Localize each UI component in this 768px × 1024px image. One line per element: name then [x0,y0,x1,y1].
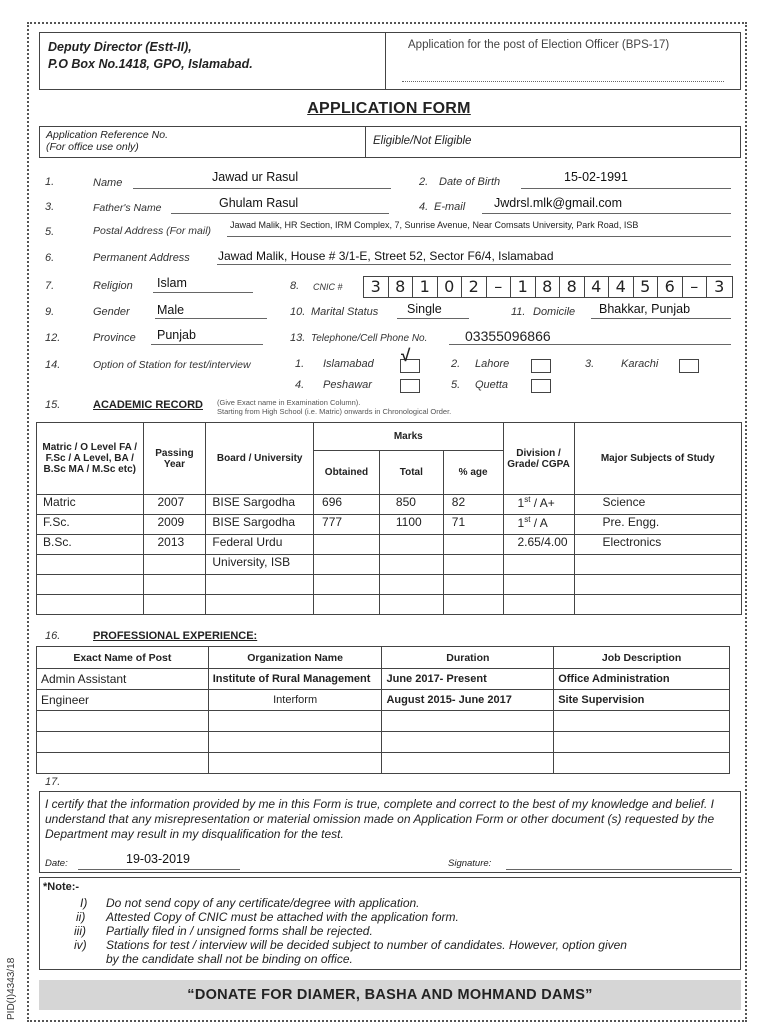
experience-org-cell[interactable]: Interform [208,690,382,711]
dob-field[interactable]: 15-02-1991 [564,170,628,184]
email-label: E-mail [434,201,466,213]
dob-label: Date of Birth [439,176,501,188]
reference-sublabel: (For office use only) [46,141,139,153]
academic-board-cell[interactable]: BISE Sargodha [206,515,314,535]
experience-post-cell[interactable] [37,732,209,753]
table-row [37,753,730,774]
station-karachi-checkbox[interactable] [679,359,699,373]
station-quetta-label: Quetta [475,379,509,391]
station-islamabad-label: Islamabad [323,358,374,370]
note-4-continued: by the candidate shall not be binding on office. [106,952,353,966]
gender-field[interactable]: Male [157,303,185,317]
experience-post-cell[interactable]: Engineer [37,690,209,711]
academic-obtained-cell[interactable] [314,575,380,595]
province-field[interactable]: Punjab [157,328,196,342]
experience-duration-cell[interactable] [382,711,554,732]
reference-box [39,126,741,158]
eligibility-label: Eligible/Not Eligible [373,135,472,147]
academic-record-heading: ACADEMIC RECORD [93,399,203,411]
date-label: Date: [45,858,68,869]
cnic-digit-box: – [683,277,708,297]
marital-status-field[interactable]: Single [407,302,442,316]
academic-year-cell[interactable]: 2009 [143,515,206,535]
header-desc: Job Description [554,647,730,669]
academic-note-2: Starting from High School (i.e. Matric) onwards in Chronological Order. [217,407,452,416]
academic-division-cell[interactable]: 2.65/4.00 [503,535,574,555]
reference-label: Application Reference No. [46,129,168,141]
table-row [37,535,742,555]
experience-duration-cell[interactable]: August 2015- June 2017 [382,690,554,711]
cnic-digit-box: 1 [511,277,536,297]
certification-text: I certify that the information provided by me in this Form is true, complete and correct to the best of my knowledge and belief. I understand that any misrepresentation or material omission made on Application Form or other document (s) requested by the Department may result in my disqualification for the test. [45,797,715,841]
cnic-digit-box: 6 [658,277,683,297]
cnic-digit-box: 4 [609,277,634,297]
academic-year-cell[interactable] [143,595,206,615]
academic-pct-cell[interactable] [443,555,503,575]
station-karachi-label: Karachi [621,358,659,370]
experience-org-cell[interactable] [208,732,382,753]
header-exam: Matric / O Level FA / F.Sc / A Level, BA / B.Sc MA / M.Sc etc) [37,423,144,495]
notes-heading: *Note:- [43,881,80,893]
postal-field[interactable]: Jawad Malik, HR Section, IRM Complex, 7, Sunrise Avenue, Near Comsats University, Park Road, ISB [230,220,639,230]
header-year: Passing Year [143,423,206,495]
note-2: Attested Copy of CNIC must be attached with the application form. [106,910,459,924]
station-option-label: Option of Station for test/interview [93,359,251,371]
academic-total-cell[interactable] [379,595,443,615]
experience-desc-cell[interactable] [554,711,730,732]
table-row [37,732,730,753]
academic-total-cell[interactable] [379,555,443,575]
academic-subjects-cell[interactable]: Pre. Engg. [574,515,741,535]
phone-label: Telephone/Cell Phone No. [311,333,428,344]
experience-duration-cell[interactable]: June 2017- Present [382,669,554,690]
academic-pct-cell[interactable]: 71 [443,515,503,535]
academic-total-cell[interactable] [379,575,443,595]
academic-subjects-cell[interactable] [574,575,741,595]
permanent-address-label: Permanent Address [93,252,190,264]
experience-org-cell[interactable]: Institute of Rural Management [208,669,382,690]
academic-subjects-cell[interactable] [574,595,741,615]
academic-division-cell[interactable] [503,595,574,615]
father-label: Father's Name [93,202,162,214]
header-subjects: Major Subjects of Study [574,423,741,495]
name-label: Name [93,177,123,189]
header-org: Organization Name [208,647,382,669]
academic-exam-cell[interactable] [37,575,144,595]
domicile-label: Domicile [533,306,576,318]
header-board: Board / University [206,423,314,495]
cnic-label: CNIC # [313,282,343,292]
marital-status-label: Marital Status [311,306,379,318]
application-form-page: Deputy Director (Estt-II), P.O Box No.1418, GPO, Islamabad. Application for the post of Election Officer (BPS-17) APPLICATION FORM Application Reference No. (For office use only) Eligible/Not Eligible 1. Name Jawad ur Rasul 2. Date of Birth 15-02-1991 3. Father's Name Ghulam Rasul 4. E-mail Jwdrsl.mlk@gmail.com 5. Postal Address (For mail) Jawad Malik, HR Section, IRM Complex, 7, Sunrise Avenue, Near Comsats University, Park Road, ISB 6. Permanent Address Jawad Malik, House # 3/1-E, Street 52, Sector F6/4, Islamabad 7. Religion Islam 8. CNIC # 3 8 1 0 2 – 1 8 8 4 4 5 6 – 3 9. Gender Male 10. Marital Status Single 11. Domicile Bhakkar, Punjab 12. Province Punjab 13. Telephone/Cell Phone No. 03355096866 14. Option of Station for test/interview 1. Islamabad √ 2. Lahore 3. Karachi 4. Peshawar 5. Quetta 15. ACADEMIC RECORD (Give Exact name in Examination Column). Starting from High School (i.e. Matric) onwards in Chronological Order. Matric / O Level FA / F.Sc / A Level, BA / B.Sc MA / M.Sc etc) Passing Year Board / University Marks Division / Grade/ CGPA Major Subjects of Study Obtained Total % age Matric 2007 BISE Sargodha 696 850 82 1st / A+ Science F.Sc. 2009 BISE Sargodha 777 1100 71 1st / A Pre. Engg. B.Sc. 2013 Federal Urdu 2.65/4.00 Electronics University, ISB 16. PROFESSIONAL EXPERIENCE: Exact Name of Post Organization Name Duration Job Description Admin Assistant Institute of Rural Management June 2017- Present Office Administration Engineer Interform August 2015- June 2017 Site Supervision 17. I certify that the information provided by me in this Form is true, complete and correct to the best of my knowledge and belief. I understand that any misrepresentation or material omission made on Application Form or other document (s) requested by the Department may result in my disqualification for the test. Date: 19-03-2019 Signature: *Note:- I) Do not send copy of any certificate/degree with application. ii) Attested Copy of CNIC must be attached with the application form. iii) Partially filed in / unsigned forms shall be rejected. iv) Stations for test / interview will be decided subject to number of candidates. However, option given by the candidate shall not be binding on office. “DONATE FOR DIAMER, BASHA AND MOHMAND DAMS” [27,22,747,1022]
academic-board-cell[interactable]: Federal Urdu [206,535,314,555]
academic-obtained-cell[interactable] [314,555,380,575]
academic-obtained-cell[interactable]: 696 [314,495,380,515]
cnic-digit-box: 0 [438,277,463,297]
experience-desc-cell[interactable]: Office Administration [554,669,730,690]
form-title: APPLICATION FORM [307,100,471,117]
experience-duration-cell[interactable] [382,753,554,774]
academic-pct-cell[interactable]: 82 [443,495,503,515]
gender-label: Gender [93,306,130,318]
cnic-digit-box: 4 [585,277,610,297]
experience-post-cell[interactable]: Admin Assistant [37,669,209,690]
academic-year-cell[interactable] [143,555,206,575]
experience-org-cell[interactable] [208,753,382,774]
academic-pct-cell[interactable] [443,535,503,555]
station-lahore-checkbox[interactable] [531,359,551,373]
station-quetta-checkbox[interactable] [531,379,551,393]
station-peshawar-label: Peshawar [323,379,372,391]
header-post: Exact Name of Post [37,647,209,669]
experience-heading: PROFESSIONAL EXPERIENCE: [93,630,258,642]
cnic-digit-box: 8 [536,277,561,297]
checkmark-icon: √ [401,346,411,365]
experience-post-cell[interactable] [37,711,209,732]
cnic-digit-box: 1 [413,277,438,297]
header-box [39,32,741,90]
table-row [37,495,742,515]
province-label: Province [93,332,136,344]
academic-division-cell[interactable] [503,575,574,595]
academic-exam-cell[interactable] [37,595,144,615]
header-marks: Marks [314,423,503,451]
academic-division-cell[interactable]: 1st / A+ [503,495,574,515]
academic-year-cell[interactable]: 2007 [143,495,206,515]
station-lahore-label: Lahore [475,358,510,370]
signature-label: Signature: [448,858,492,869]
academic-exam-cell[interactable]: F.Sc. [37,515,144,535]
academic-record-table [36,422,742,615]
academic-subjects-cell[interactable]: Electronics [574,535,741,555]
academic-subjects-cell[interactable] [574,555,741,575]
station-peshawar-checkbox[interactable] [400,379,420,393]
name-field[interactable]: Jawad ur Rasul [212,170,299,184]
certification-box [39,791,741,873]
note-3: Partially filed in / unsigned forms shall be rejected. [106,924,373,938]
father-field[interactable]: Ghulam Rasul [219,196,299,210]
experience-post-cell[interactable] [37,753,209,774]
academic-pct-cell[interactable] [443,595,503,615]
addressee-line1: Deputy Director (Estt-II), [48,40,192,54]
academic-total-cell[interactable] [379,535,443,555]
academic-obtained-cell[interactable]: 777 [314,515,380,535]
cnic-digit-box: 8 [389,277,414,297]
header-division: Division / Grade/ CGPA [503,423,574,495]
header-obtained: Obtained [314,451,380,495]
academic-division-cell[interactable]: 1st / A [503,515,574,535]
note-4: Stations for test / interview will be decided subject to number of candidates. However, option given [106,938,627,952]
experience-duration-cell[interactable] [382,732,554,753]
email-field[interactable]: Jwdrsl.mlk@gmail.com [494,196,622,210]
cnic-digit-box: 8 [560,277,585,297]
note-1: Do not send copy of any certificate/degree with application. [106,896,420,910]
academic-note-1: (Give Exact name in Examination Column). [217,398,361,407]
religion-label: Religion [93,280,133,292]
header-pct: % age [443,451,503,495]
academic-year-cell[interactable] [143,575,206,595]
table-row [37,595,742,615]
cnic-digit-box: 3 [714,277,725,296]
table-row [37,575,742,595]
academic-year-cell[interactable]: 2013 [143,535,206,555]
academic-division-cell[interactable] [503,555,574,575]
post-applied: Application for the post of Election Officer (BPS-17) [408,39,670,51]
permanent-address-field[interactable]: Jawad Malik, House # 3/1-E, Street 52, Sector F6/4, Islamabad [218,249,554,263]
academic-board-cell[interactable]: BISE Sargodha [206,495,314,515]
cnic-digit-box: 3 [364,277,389,297]
experience-desc-cell[interactable] [554,753,730,774]
table-row [37,515,742,535]
cnic-digit-box: – [487,277,512,297]
academic-board-cell[interactable] [206,575,314,595]
domicile-field[interactable]: Bhakkar, Punjab [599,302,691,316]
phone-field[interactable]: 03355096866 [465,328,551,344]
cnic-digit-box: 5 [634,277,659,297]
addressee-line2: P.O Box No.1418, GPO, Islamabad. [48,57,253,71]
academic-exam-cell[interactable]: B.Sc. [37,535,144,555]
table-row [37,711,730,732]
experience-org-cell[interactable] [208,711,382,732]
academic-board-cell[interactable]: University, ISB [206,555,314,575]
table-row [37,555,742,575]
academic-subjects-cell[interactable]: Science [574,495,741,515]
cnic-boxes[interactable] [363,276,733,298]
academic-exam-cell[interactable]: Matric [37,495,144,515]
header-duration: Duration [382,647,554,669]
academic-total-cell[interactable]: 850 [379,495,443,515]
academic-exam-cell[interactable] [37,555,144,575]
religion-field[interactable]: Islam [157,276,187,290]
cnic-digit-box: 2 [462,277,487,297]
experience-table [36,646,730,774]
postal-label: Postal Address (For mail) [93,225,212,237]
notes-box: *Note:- I) Do not send copy of any certificate/degree with application. ii) Attested Copy of CNIC must be attached with the application form. iii) Partially filed in / unsigned forms shall be rejected. iv) Stations for test / interview will be decided subject to number of candidates. However, option given by the candidate shall not be binding on office. [39,877,741,970]
experience-desc-cell[interactable]: Site Supervision [554,690,730,711]
academic-obtained-cell[interactable] [314,595,380,615]
document-code: PID(I)4343/18 [6,957,17,1020]
donation-banner: “DONATE FOR DIAMER, BASHA AND MOHMAND DAMS” [39,980,741,1010]
academic-obtained-cell[interactable] [314,535,380,555]
experience-desc-cell[interactable] [554,732,730,753]
academic-board-cell[interactable] [206,595,314,615]
header-total: Total [379,451,443,495]
date-field[interactable]: 19-03-2019 [126,852,190,866]
academic-pct-cell[interactable] [443,575,503,595]
table-row [37,669,730,690]
table-row [37,690,730,711]
academic-total-cell[interactable]: 1100 [379,515,443,535]
